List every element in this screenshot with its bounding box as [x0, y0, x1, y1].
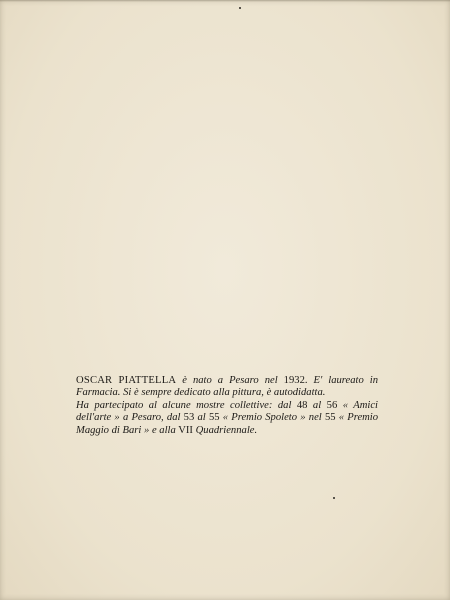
- exhibition-quadriennale: Quadriennale.: [195, 424, 258, 436]
- paper-speck: [239, 7, 241, 9]
- bio-paragraph-exhibitions: Ha partecipato al alcune mostre collettive: dal 48 al 56 « Amici dell'arte » a Pesaro, dal 53 al 55 « Premio Spoleto » nel 55 « Premio Maggio di Bari » e alla VII Quadriennale.: [76, 399, 379, 436]
- bio-paragraph-birth: OSCAR PIATTELLA è nato a Pesaro nel 1932. E' laureato in Farmacia. Si è sempre dedicato alla pittura, è autodidatta.: [76, 375, 379, 399]
- exhibition-premio-maggio-di-bari: « Premio Maggio di Bari »: [76, 412, 379, 436]
- exhibition-amici-dell-arte: « Amici dell'arte »: [76, 399, 378, 424]
- paper-speck: [333, 497, 335, 499]
- exhibition-premio-spoleto: « Premio Spoleto »: [222, 412, 306, 424]
- bio-degree-text: E' laureato in Farmacia. Si è sempre dedicato alla pittura, è autodidatta.: [76, 375, 379, 399]
- artist-name: OSCAR PIATTELLA: [76, 375, 177, 386]
- page-top-edge: [0, 0, 450, 2]
- artist-biography: [76, 375, 378, 437]
